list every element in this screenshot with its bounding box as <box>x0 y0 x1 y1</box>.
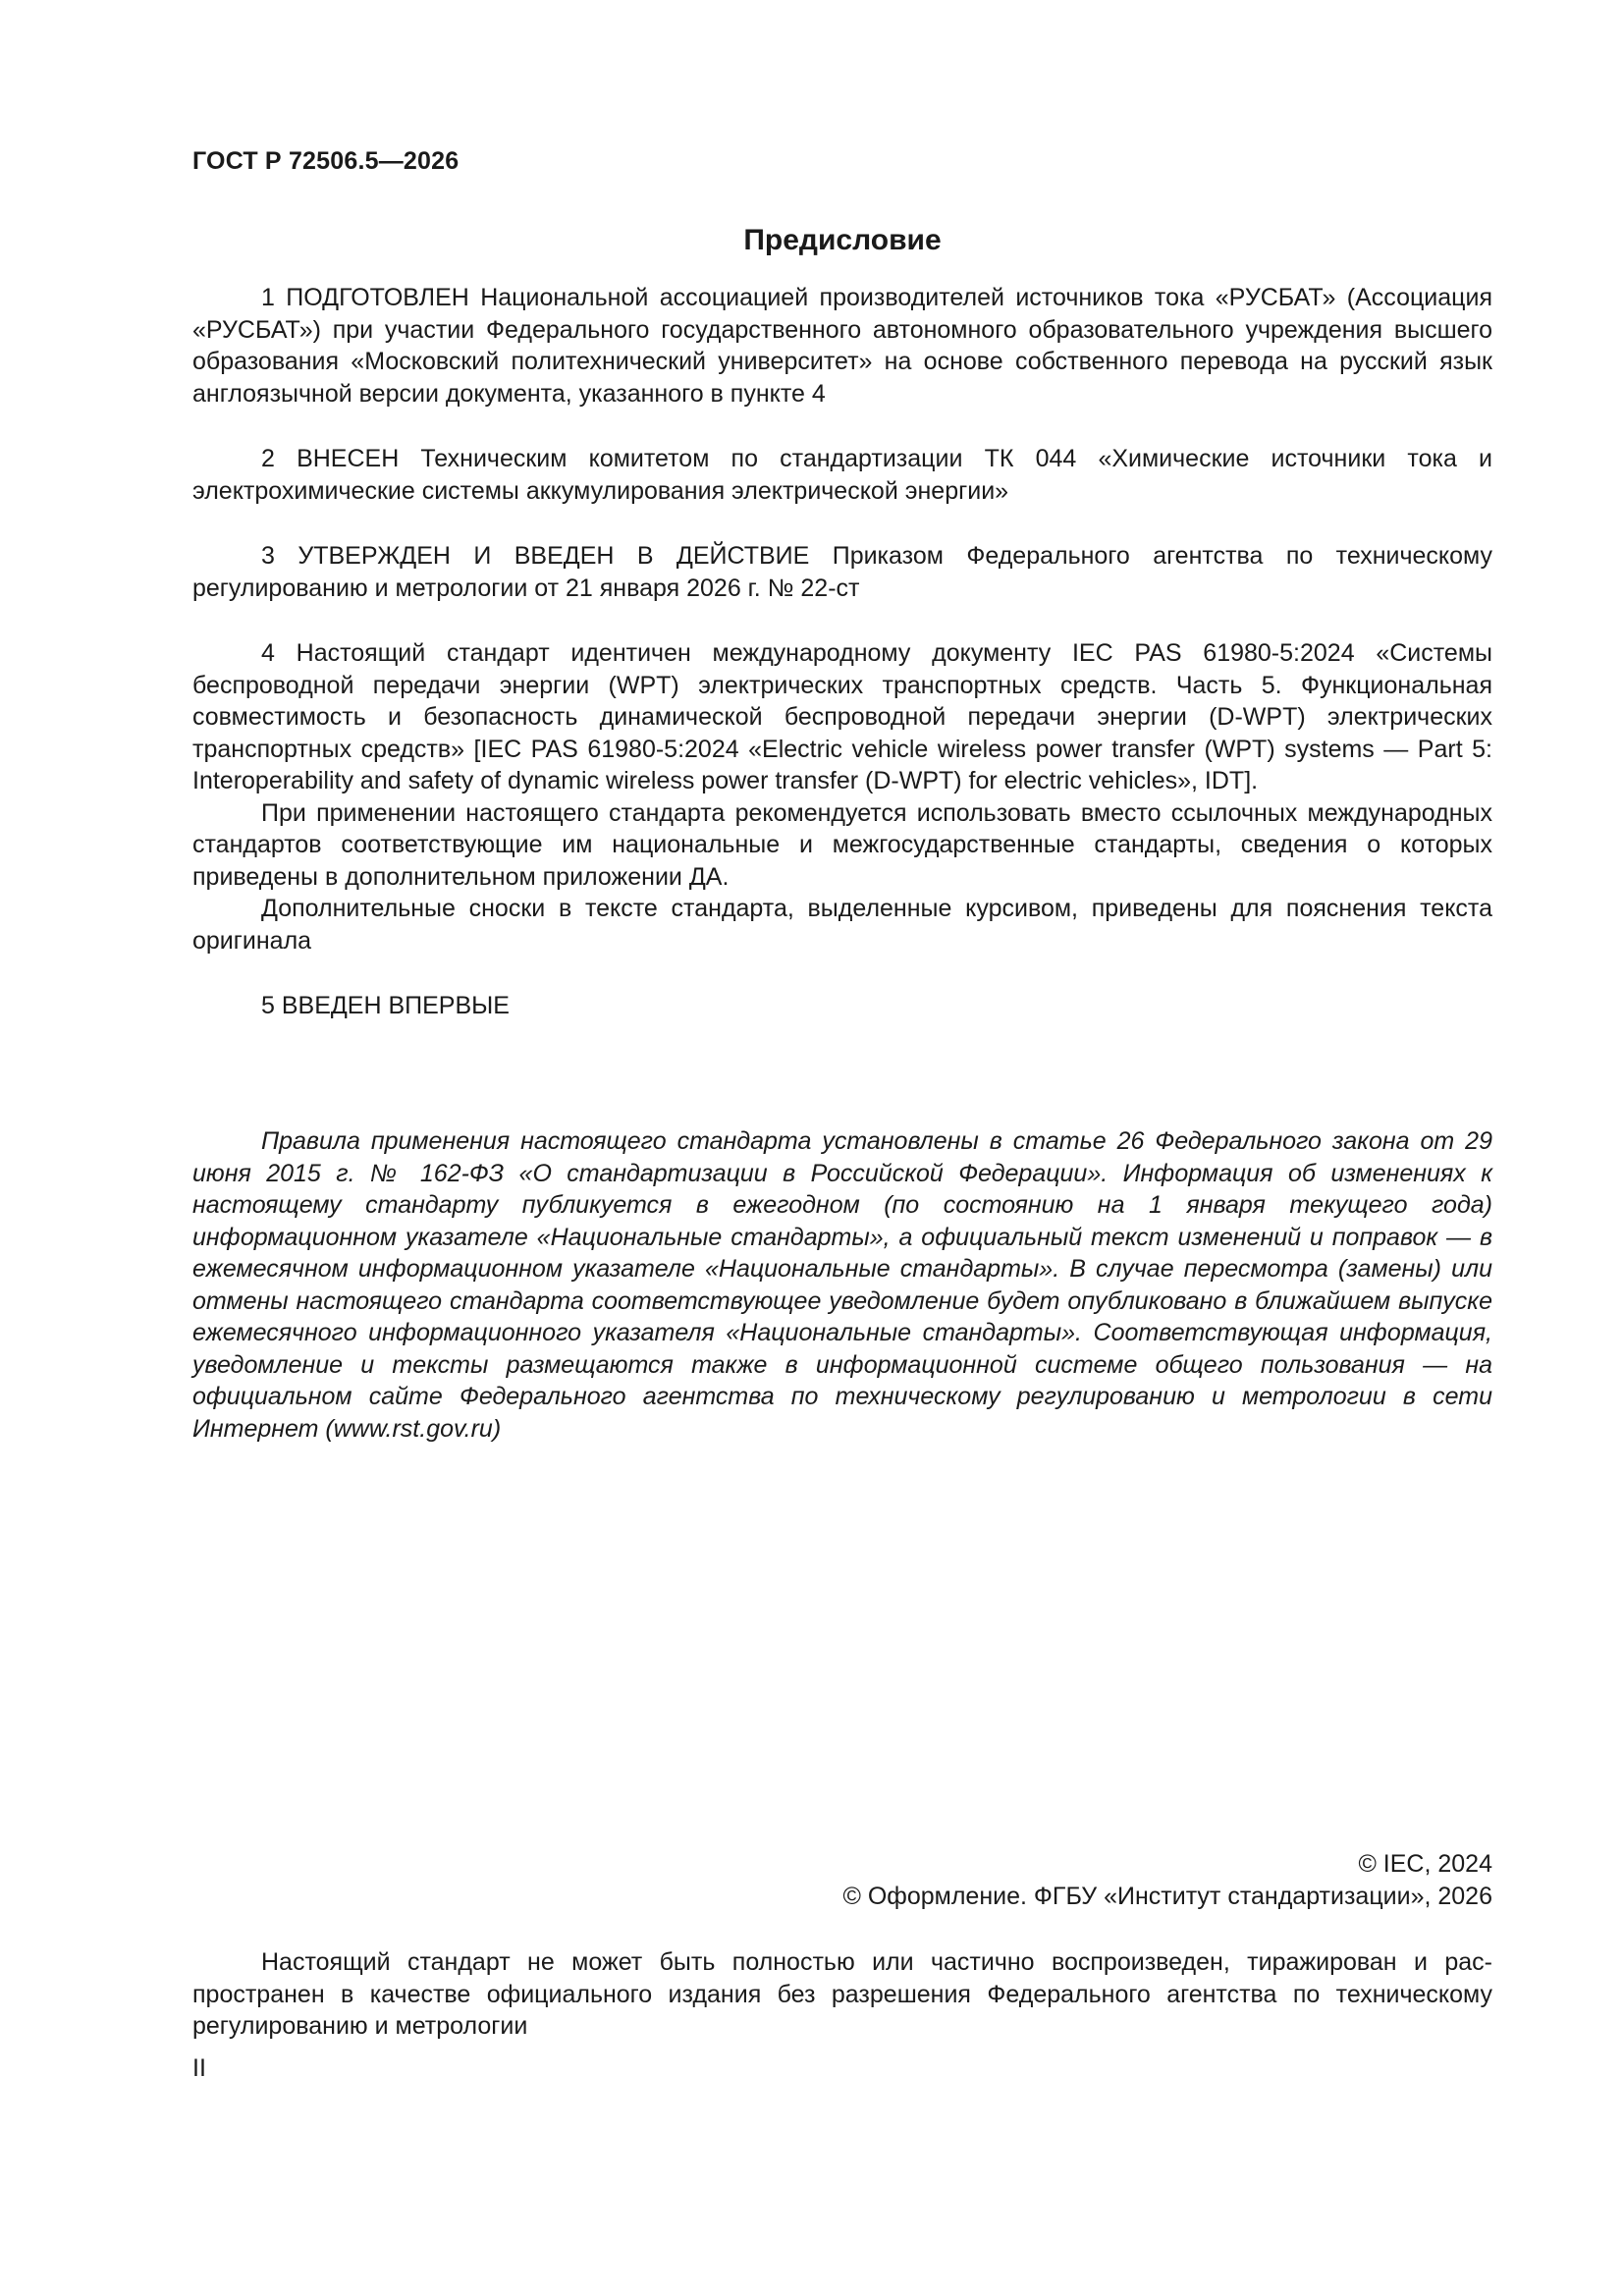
copyright-design: © Оформление. ФГБУ «Институт стандартизации», 2026 <box>842 1883 1492 1910</box>
copyright-block <box>842 1848 1492 1913</box>
page-title: Предисловие <box>743 224 942 256</box>
reproduction-notice: Настоящий стандарт не может быть полностью или частично воспроизведен, тиражирован и распространен в качестве официального издания без разрешения Федерального агентства по техническому регулированию и метрологии <box>192 1948 1492 2040</box>
paragraph-approved: 3 УТВЕРЖДЕН И ВВЕДЕН В ДЕЙСТВИЕ Приказом Федерального агентства по техническому регулированию и метрологии от 21 января 2026 г. № 22-ст <box>192 542 1492 602</box>
paragraph-application: При применении настоящего стандарта рекомендуется использовать вместо ссылочных международных стандартов соответствующие им национальные и межгосударственные стандарты, сведения о которых приведены в дополнительном приложении ДА. <box>192 798 1492 891</box>
paragraph-identical: 4 Настоящий стандарт идентичен международному документу IEC PAS 61980-5:2024 «Системы беспроводной передачи энергии (WPT) электрических транспортных средств. Часть 5. Функциональная совместимость и безопасность динамической беспроводной передачи энергии (D-WPT) электрических транспортных средств» [IEC PAS 61980-5:2024 «Electric vehicle wireless power transfer (WPT) systems — Part 5: Interoperability and safety of dynamic wireless power transfer (D-WPT) for electric vehicles», IDT]. <box>192 639 1492 794</box>
document-id: ГОСТ Р 72506.5—2026 <box>192 147 460 175</box>
foreword-body <box>192 282 1492 1022</box>
paragraph-submitted: 2 ВНЕСЕН Техническим комитетом по стандартизации ТК 044 «Химические источники тока и электрохимические системы аккумулирования электрической энергии» <box>192 445 1492 505</box>
paragraph-prepared: 1 ПОДГОТОВЛЕН Национальной ассоциацией производителей источников тока «РУСБАТ» (Ассоциация «РУСБАТ») при участии Федерального государственного автономного образовательного учреждения высшего образования «Московский политехнический университет» на основе собственного перевода на русский язык англоязычной версии документа, указанного в пункте 4 <box>192 284 1492 408</box>
application-rules-notice: Правила применения настоящего стандарта установлены в статье 26 Федерального закона от 29 июня 2015 г. № 162-ФЗ «О стандартизации в Российской Федерации». Информация об изменениях к настоящему стандарту публикуется в ежегодном (по состоянию на 1 января текущего года) информационном указателе «Национальные стандарты», а официальный текст изменений и поправок — в ежемесячном информационном указателе «Национальные стандарты». В случае пересмотра (замены) или отмены настоящего стандарта соответствующее уведомление будет опубликовано в ближайшем выпуске ежемесячного информационного указателя «Национальные стандарты». Соответствующая информация, уведомление и тексты размещаются также в информационной системе общего пользования — на официальном сайте Федерального агентства по техническому регулированию и метрологии в сети Интернет (www.rst.gov.ru) <box>192 1127 1492 1443</box>
paragraph-footnotes: Дополнительные сноски в тексте стандарта, выделенные курсивом, приведены для пояснения текста оригинала <box>192 895 1492 955</box>
paragraph-introduced: 5 ВВЕДЕН ВПЕРВЫЕ <box>261 992 510 1019</box>
document-page <box>192 0 1492 2296</box>
copyright-iec: © IEC, 2024 <box>1358 1850 1492 1878</box>
page-number: II <box>192 2054 206 2082</box>
